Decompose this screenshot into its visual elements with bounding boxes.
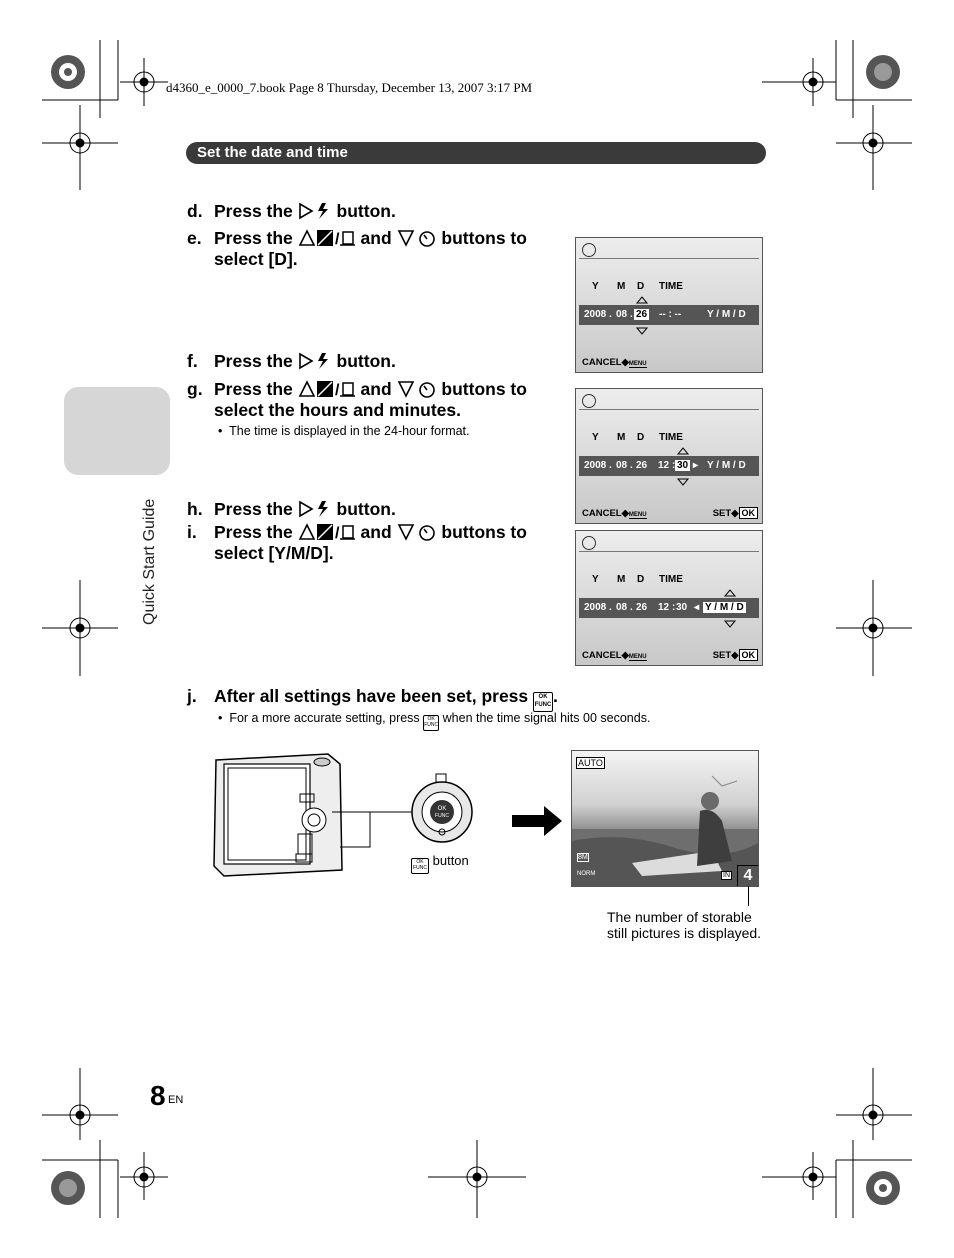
callout-line: [748, 886, 749, 906]
right-flash-icon: [298, 202, 332, 220]
arrow-right-icon: [512, 806, 564, 836]
step-g: g. Press the / and buttons to select the hours and minutes.: [187, 379, 527, 420]
down-arrow-icon: [636, 327, 648, 335]
down-selftimer-icon: [397, 229, 437, 247]
step-d: d. Press the button.: [187, 201, 396, 221]
norm-badge: NORM: [577, 871, 596, 877]
ok-func-icon: OK FUNC: [533, 692, 553, 712]
size-badge: 8M: [578, 854, 588, 861]
step-j-note: • For a more accurate setting, press OK FUNC when the time signal hits 00 seconds.: [218, 711, 650, 731]
step-g-note: • The time is displayed in the 24-hour format.: [218, 424, 470, 438]
woman-reading-photo: [572, 751, 758, 886]
side-tab-label: Quick Start Guide: [141, 498, 158, 625]
page-number: 8: [150, 1080, 166, 1111]
ok-func-icon: OK FUNC: [423, 715, 439, 731]
step-i: i. Press the / and buttons to select [Y/M/D].: [187, 522, 527, 563]
up-arrow-icon: [724, 589, 736, 597]
svg-text:FUNC: FUNC: [435, 813, 449, 819]
step-e: e. Press the / and buttons to select [D].: [187, 228, 527, 269]
clock-icon: [582, 243, 596, 257]
side-tab: [64, 387, 170, 475]
lcd-screen-format: Y M D TIME 2008 . 08 . 26 12 : 30 ◂ Y / M / D CANCEL◆MENU SET◆ OK: [575, 530, 763, 666]
svg-text:OK: OK: [437, 806, 447, 812]
svg-text:/: /: [334, 231, 340, 247]
step-f: f. Press the button.: [187, 351, 396, 371]
picture-count: 4: [737, 865, 759, 887]
internal-memory-badge: IN: [723, 872, 730, 879]
auto-mode-badge: AUTO: [578, 758, 603, 768]
file-info: d4360_e_0000_7.book Page 8 Thursday, December 13, 2007 3:17 PM: [166, 80, 533, 95]
clock-icon: [582, 394, 596, 408]
clock-icon: [582, 536, 596, 550]
up-exposure-print-icon: [298, 523, 356, 541]
down-selftimer-icon: [397, 523, 437, 541]
photo-preview: [571, 750, 759, 887]
down-arrow-icon: [724, 620, 736, 628]
section-header: [186, 142, 766, 164]
lcd-screen-day: Y M D TIME 2008 . 08 . 26 -- : -- Y / M / D CANCEL◆MENU: [575, 237, 763, 373]
ok-button-caption: OK FUNC button: [411, 853, 469, 874]
svg-text:/: /: [334, 525, 340, 541]
right-flash-icon: [298, 500, 332, 518]
page-language: EN: [168, 1094, 184, 1106]
down-arrow-icon: [677, 478, 689, 486]
up-exposure-print-icon: [298, 229, 356, 247]
step-h: h. Press the button.: [187, 499, 396, 519]
right-flash-icon: [298, 352, 332, 370]
lcd-screen-time: Y M D TIME 2008 . 08 . 26 12 : 30 ▸ Y / M / D CANCEL◆MENU SET◆ OK: [575, 388, 763, 524]
down-selftimer-icon: [397, 380, 437, 398]
section-title: Set the date and time: [197, 144, 348, 161]
step-j: j. After all settings have been set, press OK FUNC.: [187, 686, 747, 708]
up-exposure-print-icon: [298, 380, 356, 398]
svg-text:/: /: [334, 382, 340, 398]
up-arrow-icon: [677, 447, 689, 455]
photo-caption: The number of storable still pictures is displayed.: [607, 909, 762, 941]
up-arrow-icon: [636, 296, 648, 304]
